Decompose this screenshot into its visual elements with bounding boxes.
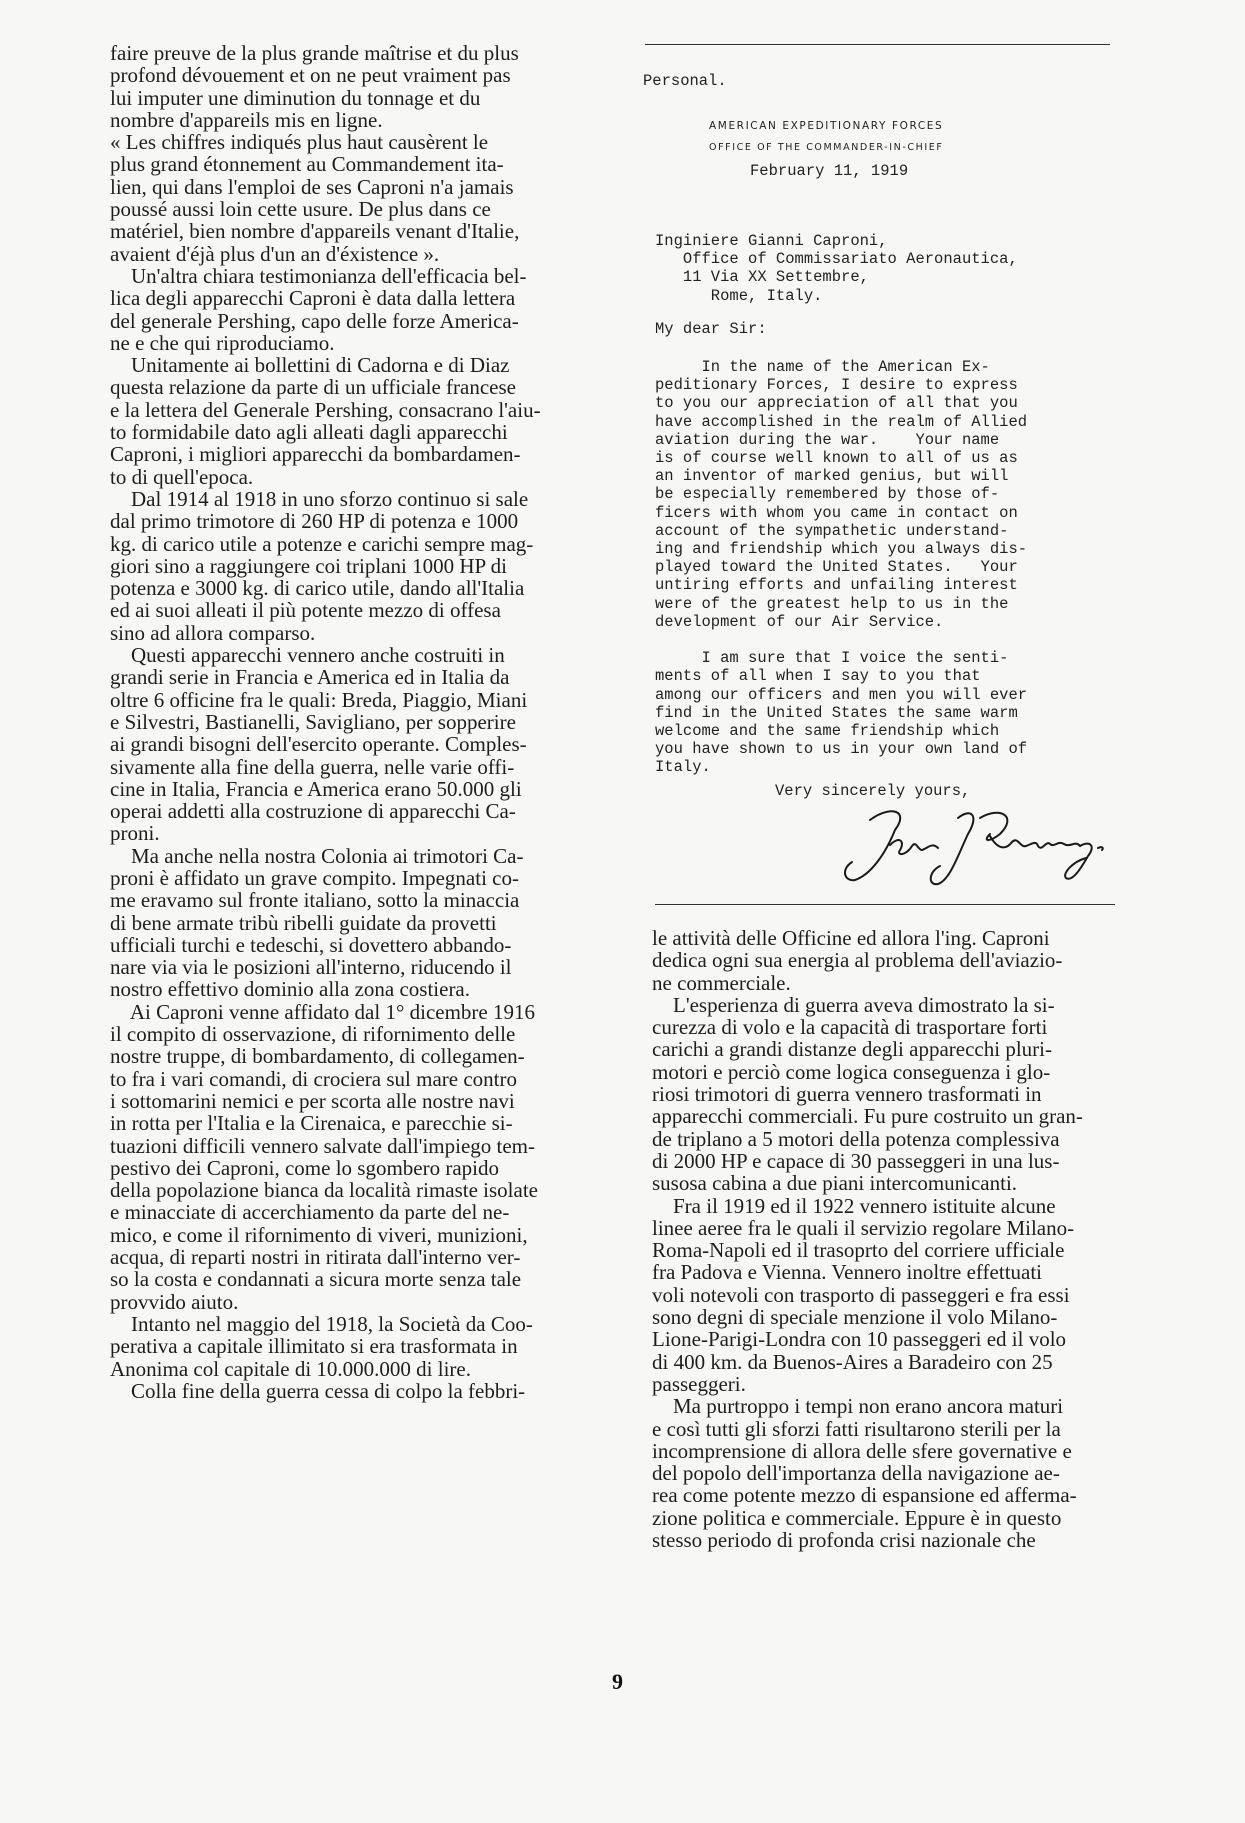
text-line: faire preuve de la plus grande maîtrise et du plus	[110, 41, 519, 65]
letter-line: ments of all when I say to you that	[655, 667, 981, 686]
text-line: proni.	[110, 821, 160, 846]
text-line: plus grand étonnement au Commandement ita-	[110, 152, 504, 177]
text-line: di 2000 HP e capace di 30 passeggeri in una lus-	[652, 1148, 1060, 1173]
letter-line: an inventor of marked genius, but will	[655, 467, 1009, 486]
text-line: matériel, bien nombre d'appareils venant d'Italie,	[110, 219, 520, 244]
letter-line: ing and friendship which you always dis-	[655, 540, 1028, 559]
letter-org: AMERICAN EXPEDITIONARY FORCES	[709, 120, 944, 132]
letter-line: you have shown to us in your own land of	[655, 740, 1028, 759]
text-line: Ma anche nella nostra Colonia ai trimotori Ca-	[110, 843, 524, 868]
text-line: mico, e come il rifornimento di viveri, munizioni,	[110, 1222, 528, 1247]
letter-date: February 11, 1919	[750, 162, 909, 180]
text-line: e Silvestri, Bastianelli, Savigliano, per sopperire	[110, 709, 516, 734]
text-line: L'esperienza di guerra aveva dimostrato la si-	[652, 992, 1055, 1017]
letter-salutation: My dear Sir:	[655, 320, 767, 338]
letter-line: account of the sympathetic understand-	[655, 521, 1009, 540]
text-line: Caproni, i migliori apparecchi da bombardamen-	[110, 442, 521, 467]
text-line: oltre 6 officine fra le quali: Breda, Piaggio, Miani	[110, 687, 528, 712]
text-line: Unitamente ai bollettini di Cadorna e di Diaz	[110, 353, 510, 378]
letter-line	[655, 631, 1027, 649]
address-line: 11 Via XX Settembre,	[655, 268, 869, 287]
text-line: le attività delle Officine ed allora l'ing. Caproni	[652, 926, 1050, 950]
text-line: to formidabile dato agli alleati dagli apparecchi	[110, 420, 508, 445]
text-line: e minacciate di accerchiamento da parte del ne-	[110, 1200, 510, 1225]
letter-line: aviation during the war. Your name	[655, 430, 1000, 449]
text-line: dal primo trimotore di 260 HP di potenza e 1000	[110, 509, 519, 534]
text-line: del popolo dell'importanza della navigazione ae-	[652, 1461, 1060, 1486]
text-line: grandi serie in Francia e America ed in Italia da	[110, 665, 510, 690]
text-line: riosi trimotori di guerra vennero trasformati in	[652, 1082, 1042, 1107]
text-line: Dal 1914 al 1918 in uno sforzo continuo si sale	[110, 486, 529, 511]
letter-line: played toward the United States. Your	[655, 558, 1018, 577]
text-line: del generale Pershing, capo delle forze America-	[110, 308, 519, 333]
page-number: 9	[612, 1669, 623, 1694]
text-line: ne e che qui riproduciamo.	[110, 330, 335, 355]
text-line: Un'altra chiara testimonianza dell'efficacia bel-	[110, 263, 527, 288]
text-line: nare via via le posizioni all'interno, riducendo il	[110, 955, 512, 980]
text-line: « Les chiffres indiqués plus haut causèrent le	[110, 130, 489, 155]
text-line: curezza di volo e la capacità di trasportare forti	[652, 1015, 1048, 1040]
letter-line: among our officers and men you will ever	[655, 685, 1028, 704]
text-line: operai addetti alla costruzione di apparecchi Ca-	[110, 799, 516, 824]
text-line: questa relazione da parte di un ufficiale francese	[110, 375, 516, 400]
letter-line: is of course well known to all of us as	[655, 449, 1018, 468]
letter-line: ficers with whom you came in contact on	[655, 503, 1018, 522]
text-line: passeggeri.	[652, 1371, 746, 1396]
text-line: Colla fine della guerra cessa di colpo la febbri-	[110, 1378, 526, 1403]
text-line: to di quell'epoca.	[110, 464, 254, 489]
letter-bottom-rule	[655, 904, 1115, 905]
text-line: sono degni di speciale menzione il volo Milano-	[652, 1305, 1058, 1330]
letter-top-rule	[645, 44, 1110, 45]
text-line: in rotta per l'Italia e la Cirenaica, e parecchie si-	[110, 1111, 513, 1136]
text-line: lien, qui dans l'emploi de ses Caproni n'a jamais	[110, 174, 514, 199]
text-line: poussé aussi loin cette usure. De plus dans ce	[110, 197, 491, 222]
text-line: tuazioni difficili vennero salvate dall'impiego tem-	[110, 1133, 536, 1158]
letter-closing: Very sincerely yours,	[775, 782, 971, 800]
letter-line: welcome and the same friendship which	[655, 722, 1000, 741]
letter-marking: Personal.	[643, 72, 727, 90]
text-line: Questi apparecchi vennero anche costruiti in	[110, 643, 505, 668]
text-line: potenza e 3000 kg. di carico utile, dando all'Italia	[110, 576, 525, 601]
letter-body	[655, 358, 1027, 777]
text-line: stesso periodo di profonda crisi nazionale che	[652, 1528, 1036, 1553]
text-line: susosa cabina a due piani intercomunicanti.	[652, 1171, 1018, 1196]
text-line: nostre truppe, di bombardamento, di collegamen-	[110, 1044, 525, 1069]
text-line: linee aeree fra le quali il servizio regolare Milano-	[652, 1215, 1075, 1240]
letter-line: to you our appreciation of all that you	[655, 394, 1018, 413]
letter-line: be especially remembered by those of-	[655, 485, 1000, 504]
text-line: e così tutti gli sforzi fatti risultarono sterili per la	[652, 1416, 1061, 1441]
text-line: cine in Italia, Francia e America erano 50.000 gli	[110, 776, 522, 801]
letter-line: find in the United States the same warm	[655, 703, 1018, 722]
letter-line: have accomplished in the realm of Allied	[655, 412, 1028, 431]
text-line: to fra i vari comandi, di crociera sul mare contro	[110, 1066, 517, 1091]
text-line: ed ai suoi alleati il più potente mezzo di offesa	[110, 598, 501, 623]
text-line: giori sino a raggiungere coi triplani 1000 HP di	[110, 553, 507, 578]
text-line: me eravamo sul fronte italiano, sotto la minaccia	[110, 888, 520, 913]
text-line: voli notevoli con trasporto di passeggeri e fra essi	[652, 1282, 1070, 1307]
text-line: motori e perciò come logica conseguenza i glo-	[652, 1059, 1051, 1084]
text-line: de triplano a 5 motori della potenza complessiva	[652, 1126, 1060, 1151]
letter-line: were of the greatest help to us in the	[655, 594, 1009, 613]
text-line: apparecchi commerciali. Fu pure costruito un gran-	[652, 1104, 1083, 1129]
pershing-signature	[840, 800, 1130, 890]
letter-line: peditionary Forces, I desire to express	[655, 376, 1018, 395]
letter-line: I am sure that I voice the senti-	[655, 649, 1009, 668]
text-line: avaient d'éjà plus d'un an d'éxistence ».	[110, 241, 440, 266]
text-line: Ma purtroppo i tempi non erano ancora maturi	[652, 1394, 1064, 1419]
letter-line: development of our Air Service.	[655, 612, 944, 631]
text-line: e la lettera del Generale Pershing, consacrano l'aiu-	[110, 397, 541, 422]
text-line: Intanto nel maggio del 1918, la Società da Coo-	[110, 1311, 533, 1336]
text-line: lica degli apparecchi Caproni è data dalla lettera	[110, 286, 516, 311]
text-line: Ai Caproni venne affidato dal 1° dicembre 1916	[110, 999, 535, 1024]
text-line: nombre d'appareils mis en ligne.	[110, 107, 383, 132]
text-line: Fra il 1919 ed il 1922 vennero istituite alcune	[652, 1193, 1056, 1218]
text-line: provvido aiuto.	[110, 1289, 239, 1314]
right-column	[652, 927, 1137, 1551]
text-line: pestivo dei Caproni, come lo sgombero rapido	[110, 1155, 500, 1180]
pershing-letter	[645, 42, 1145, 922]
text-line: Lione-Parigi-Londra con 10 passeggeri ed il volo	[652, 1327, 1067, 1352]
text-line: dedica ogni sua energia al problema dell'aviazio-	[652, 948, 1063, 973]
address-line: Rome, Italy.	[655, 286, 823, 305]
text-line: sino ad allora comparso.	[110, 620, 316, 645]
letter-address	[655, 232, 1018, 305]
address-line: Office of Commissariato Aeronautica,	[655, 250, 1018, 269]
text-line: so la costa e condannati a sicura morte senza tale	[110, 1267, 522, 1292]
text-line: ai grandi bisogni dell'esercito operante. Comples-	[110, 732, 527, 757]
text-line: rea come potente mezzo di espansione ed afferma-	[652, 1483, 1077, 1508]
text-line: acqua, di reparti nostri in ritirata dall'interno ver-	[110, 1245, 521, 1270]
text-line: il compito di osservazione, di rifornimento delle	[110, 1022, 516, 1047]
text-line: Anonima col capitale di 10.000.000 di lire.	[110, 1356, 471, 1381]
text-line: i sottomarini nemici e per scorta alle nostre navi	[110, 1088, 515, 1113]
text-line: ne commerciale.	[652, 970, 791, 995]
text-line: nostro effettivo dominio alla zona costiera.	[110, 977, 471, 1002]
letter-line: Italy.	[655, 758, 711, 777]
text-line: ufficiali turchi e tedeschi, si dovettero abbando-	[110, 932, 512, 957]
text-line: di bene armate tribù ribelli guidate da provetti	[110, 910, 497, 935]
text-line: kg. di carico utile a potenze e carichi sempre mag-	[110, 531, 534, 556]
text-line: sivamente alla fine della guerra, nelle varie offi-	[110, 754, 515, 779]
left-column	[110, 42, 630, 1402]
letter-office: OFFICE OF THE COMMANDER-IN-CHIEF	[709, 142, 944, 153]
text-line: incomprensione di allora delle sfere governative e	[652, 1438, 1072, 1463]
text-line: carichi a grandi distanze degli apparecchi pluri-	[652, 1037, 1052, 1062]
text-line: di 400 km. da Buenos-Aires a Baradeiro con 25	[652, 1349, 1053, 1374]
letter-line: In the name of the American Ex-	[655, 358, 990, 376]
text-line: perativa a capitale illimitato si era trasformata in	[110, 1334, 518, 1359]
address-line: Inginiere Gianni Caproni,	[655, 232, 888, 250]
text-line: proni è affidato un grave compito. Impegnati co-	[110, 865, 519, 890]
text-line: zione politica e commerciale. Eppure è in questo	[652, 1505, 1062, 1530]
text-line: lui imputer une diminution du tonnage et du	[110, 85, 481, 110]
letter-line: untiring efforts and unfailing interest	[655, 576, 1018, 595]
text-line: profond dévouement et on ne peut vraiment pas	[110, 63, 511, 88]
text-line: fra Padova e Vienna. Vennero inoltre effettuati	[652, 1260, 1043, 1285]
text-line: della popolazione bianca da località rimaste isolate	[110, 1178, 538, 1203]
text-line: Roma-Napoli ed il trasoprto del corriere ufficiale	[652, 1238, 1065, 1263]
